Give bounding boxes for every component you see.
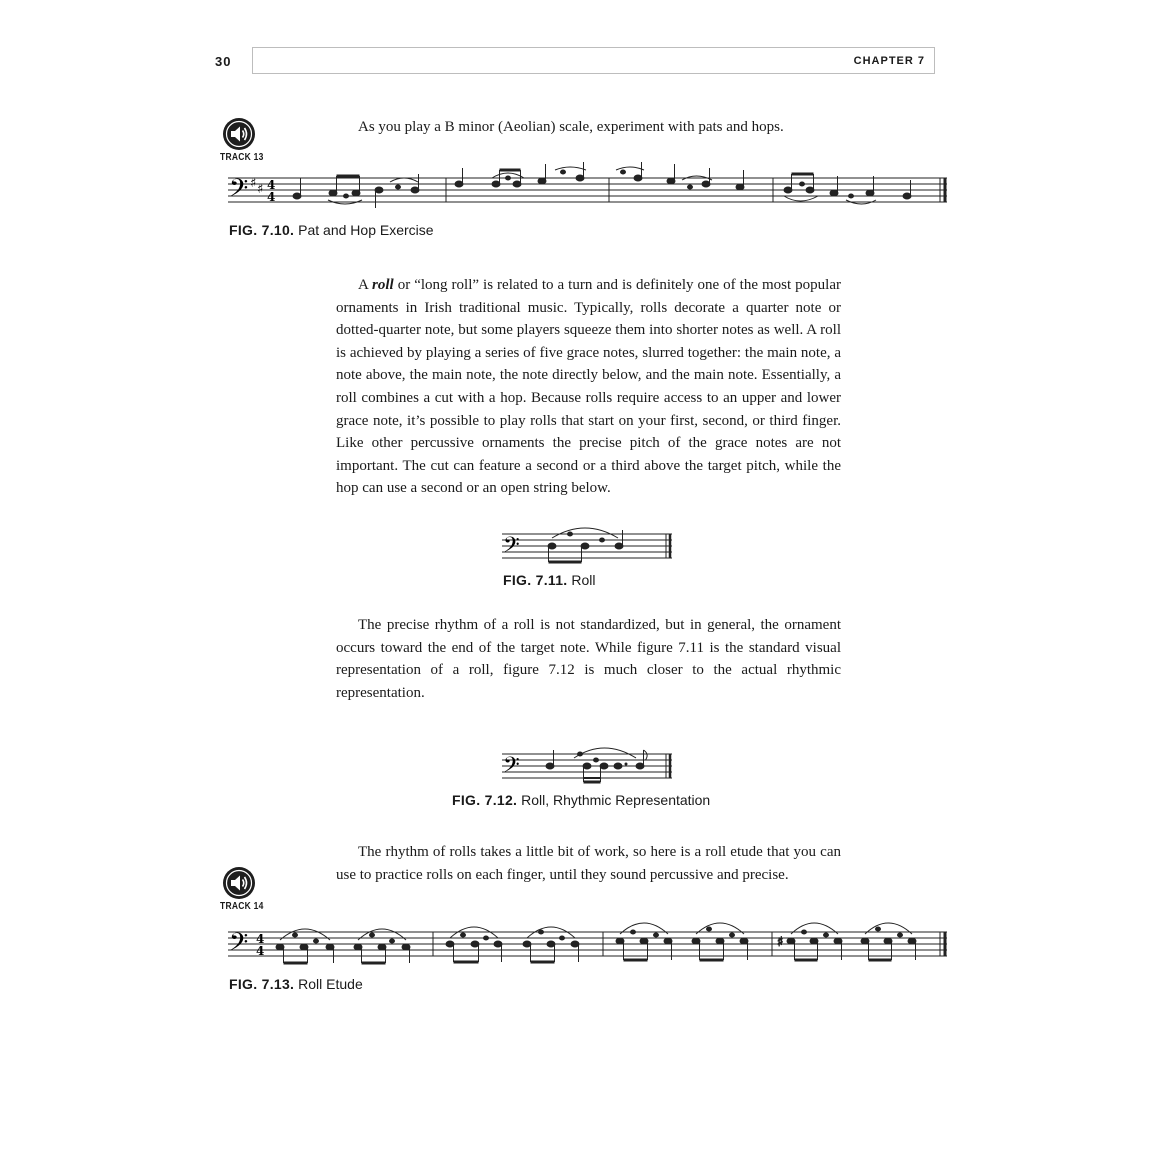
- fig-7-12-title: Roll, Rhythmic Representation: [521, 792, 711, 808]
- fig-7-12-bass-clef: 𝄢: [503, 753, 520, 783]
- key-sharp-1: ♯: [250, 176, 257, 191]
- roll-paragraph-text: or “long roll” is related to a turn and is definitely one of the most popular ornaments in Irish traditional music. Typically, rolls decorate a quarter note or dotted-quarter note, but some players squeeze them into shorter notes as well. A roll is achieved by playing a series of five grace notes, slurred together: the main note, a note above, the main note, the note directly below, and the main note. Essentially, a roll combines a cut with a hop. Because rolls require access to an upper and lower grace note, it’s possible to play rolls that start on your first, second, or third finger. Like other percussive ornaments the precise pitch of the grace notes are not important. The cut can feature a second or a third above the target pitch, while the hop can use a second or an open string below.: [336, 277, 841, 497]
- fig-7-12-notation: [500, 740, 676, 784]
- svg-text:4: 4: [267, 178, 276, 192]
- sharp-accidental: ♯: [777, 935, 784, 950]
- fig-7-13-number: FIG. 7.13.: [229, 976, 295, 992]
- speaker-icon: [222, 866, 256, 900]
- fig-7-10-number: FIG. 7.10.: [229, 222, 295, 238]
- fig-7-10-notation: [220, 160, 952, 216]
- intro-text: As you play a B minor (Aeolian) scale, experiment with pats and hops.: [358, 119, 784, 135]
- fig-7-10-title: Pat and Hop Exercise: [298, 222, 434, 238]
- fig-7-12-number: FIG. 7.12.: [452, 792, 518, 808]
- etude-paragraph: The rhythm of rolls takes a little bit of work, so here is a roll etude that you can use to practice rolls on each finger, until they sound percussive and precise.: [336, 844, 841, 883]
- svg-text:4: 4: [256, 944, 265, 958]
- fig-7-11-title: Roll: [571, 572, 596, 588]
- page-number: 30: [215, 54, 232, 69]
- chapter-label: CHAPTER 7: [853, 55, 925, 67]
- fig-7-11-notation: [500, 520, 676, 564]
- svg-text:4: 4: [267, 190, 276, 204]
- key-sharp-2: ♯: [257, 182, 264, 197]
- track-14-audio[interactable]: [222, 866, 256, 905]
- rhythm-paragraph: The precise rhythm of a roll is not standardized, but in general, the ornament occurs toward the end of the target note. While figure 7.11 is the standard visual representation of a roll, figure 7.12 is much closer to the actual rhythmic representation.: [336, 617, 841, 701]
- fig-7-13-title: Roll Etude: [298, 976, 363, 992]
- fig-7-13-caption: [229, 976, 363, 992]
- roll-term: roll: [372, 277, 394, 293]
- speaker-icon: [222, 117, 256, 151]
- bass-clef: 𝄢: [229, 174, 249, 209]
- track-14-label: TRACK 14: [220, 901, 264, 912]
- fig-7-11-caption: [503, 572, 596, 588]
- fig-7-13-bass-clef: 𝄢: [229, 928, 249, 963]
- track-13-label: TRACK 13: [220, 152, 264, 163]
- running-header: [252, 47, 935, 74]
- fig-7-11-bass-clef: 𝄢: [503, 533, 520, 563]
- fig-7-12-caption: [452, 792, 710, 808]
- roll-paragraph-lead: A: [358, 277, 373, 293]
- roll-paragraph: [336, 274, 841, 500]
- svg-text:4: 4: [256, 932, 265, 946]
- fig-7-10-caption: [229, 222, 434, 238]
- fig-7-13-notation: [220, 910, 952, 966]
- fig-7-11-number: FIG. 7.11.: [503, 572, 568, 588]
- track-13-audio[interactable]: [222, 117, 256, 156]
